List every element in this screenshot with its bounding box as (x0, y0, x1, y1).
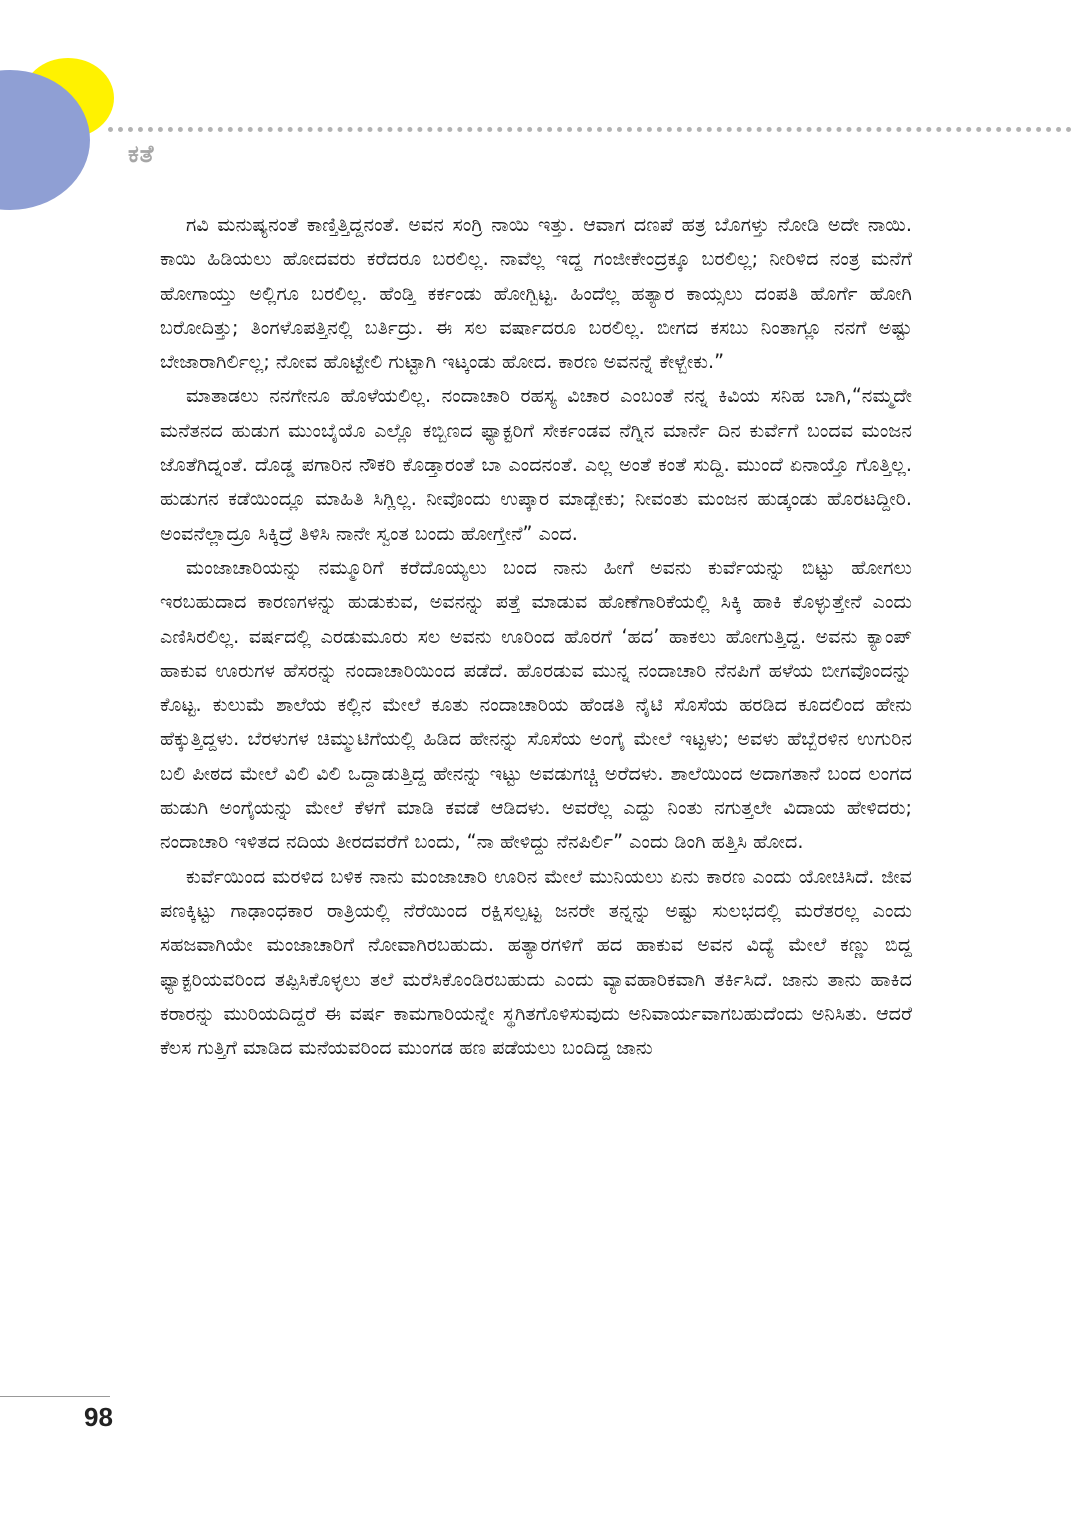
header-dotted-rule (108, 127, 1072, 132)
footer-rule (0, 1396, 110, 1397)
paragraph-2: ಮಾತಾಡಲು ನನಗೇನೂ ಹೊಳೆಯಲಿಲ್ಲ. ನಂದಾಚಾರಿ ರಹಸ್ಯ ವಿಚಾರ ಎಂಬಂತೆ ನನ್ನ ಕಿವಿಯ ಸನಿಹ ಬಾಗಿ,“ನಮ್ಮದೇ ಮನೆತನದ ಹುಡುಗ ಮುಂಬೈಯೊ ಎಲ್ಲೊ ಕಬ್ಬಿಣದ ಫ್ಯಾಕ್ಟರಿಗೆ ಸೇರ್ಕಂಡವ ನೆಗ್ನಿನ ಮಾರ್ನೆ ದಿನ ಕುರ್ವೆಗೆ ಬಂದವ ಮಂಜನ ಜೊತೆಗಿದ್ನಂತೆ. ದೊಡ್ಡ ಪಗಾರಿನ ನೌಕರಿ ಕೊಡ್ತಾರಂತೆ ಬಾ ಎಂದನಂತೆ. ಎಲ್ಲ ಅಂತೆ ಕಂತೆ ಸುದ್ದಿ. ಮುಂದೆ ಏನಾಯ್ತೊ ಗೊತ್ತಿಲ್ಲ. ಹುಡುಗನ ಕಡೆಯಿಂದ್ಲೂ ಮಾಹಿತಿ ಸಿಗ್ಲಿಲ್ಲ. ನೀವೊಂದು ಉಪ್ಕಾರ ಮಾಡ್ಬೇಕು; ನೀವಂತು ಮಂಜನ ಹುಡ್ಕಂಡು ಹೊರಟದ್ದೀರಿ. ಅಂವನೆಲ್ಲಾದ್ರೂ ಸಿಕ್ಕಿದ್ರೆ ತಿಳಿಸಿ ನಾನೇ ಸ್ವಂತ ಬಂದು ಹೋಗ್ತೇನೆ” ಎಂದ. (160, 384, 912, 545)
paragraph-3: ಮಂಜಾಚಾರಿಯನ್ನು ನಮ್ಮೂರಿಗೆ ಕರೆದೊಯ್ಯಲು ಬಂದ ನಾನು ಹೀಗೆ ಅವನು ಕುರ್ವೆಯನ್ನು ಬಿಟ್ಟು ಹೋಗಲು ಇರಬಹುದಾದ ಕಾರಣಗಳನ್ನು ಹುಡುಕುವ, ಅವನನ್ನು ಪತ್ತೆ ಮಾಡುವ ಹೊಣೆಗಾರಿಕೆಯಲ್ಲಿ ಸಿಕ್ಕಿ ಹಾಕಿ ಕೊಳ್ಳುತ್ತೇನೆ ಎಂದು ಎಣಿಸಿರಲಿಲ್ಲ. ವರ್ಷದಲ್ಲಿ ಎರಡುಮೂರು ಸಲ ಅವನು ಊರಿಂದ ಹೊರಗೆ ‘ಹದ’ ಹಾಕಲು ಹೋಗುತ್ತಿದ್ದ. ಅವನು ಕ್ಯಾಂಪ್ ಹಾಕುವ ಊರುಗಳ ಹೆಸರನ್ನು ನಂದಾಚಾರಿಯಿಂದ ಪಡೆದೆ. ಹೊರಡುವ ಮುನ್ನ ನಂದಾಚಾರಿ ನೆನಪಿಗೆ ಹಳೆಯ ಬೀಗವೊಂದನ್ನು ಕೊಟ್ಟ. ಕುಲುಮೆ ಶಾಲೆಯ ಕಲ್ಲಿನ ಮೇಲೆ ಕೂತು ನಂದಾಚಾರಿಯ ಹೆಂಡತಿ ನೈಟಿ ಸೊಸೆಯ ಹರಡಿದ ಕೂದಲಿಂದ ಹೇನು ಹೆಕ್ಕುತ್ತಿದ್ದಳು. ಬೆರಳುಗಳ ಚಿಮ್ಮುಟಿಗೆಯಲ್ಲಿ ಹಿಡಿದ ಹೇನನ್ನು ಸೊಸೆಯ ಅಂಗೈ ಮೇಲೆ ಇಟ್ಟಳು; ಅವಳು ಹೆಬ್ಬೆರಳಿನ ಉಗುರಿನ ಬಲಿ ಪೀಠದ ಮೇಲೆ ವಿಲಿ ವಿಲಿ ಒದ್ದಾಡುತ್ತಿದ್ದ ಹೇನನ್ನು ಇಟ್ಟು ಅವಡುಗಚ್ಚಿ ಅರೆದಳು. ಶಾಲೆಯಿಂದ ಅದಾಗತಾನೆ ಬಂದ ಲಂಗದ ಹುಡುಗಿ ಅಂಗೈಯನ್ನು ಮೇಲೆ ಕೆಳಗೆ ಮಾಡಿ ಕವಡೆ ಆಡಿದಳು. ಅವರೆಲ್ಲ ಎದ್ದು ನಿಂತು ನಗುತ್ತಲೇ ವಿದಾಯ ಹೇಳಿದರು; ನಂದಾಚಾರಿ ಇಳಿತದ ನದಿಯ ತೀರದವರೆಗೆ ಬಂದು, “ನಾ ಹೇಳಿದ್ದು ನೆನಪಿರ್ಲಿ” ಎಂದು ಡಿಂಗಿ ಹತ್ತಿಸಿ ಹೋದ. (160, 555, 912, 854)
paragraph-1: ಗವಿ ಮನುಷ್ಯನಂತೆ ಕಾಣ್ತಿತ್ತಿದ್ದನಂತೆ. ಅವನ ಸಂಗ್ರಿ ನಾಯಿ ಇತ್ತು. ಆವಾಗ ದಣಪೆ ಹತ್ರ ಬೊಗಳ್ತು ನೋಡಿ ಅದೇ ನಾಯಿ. ಕಾಯಿ ಹಿಡಿಯಲು ಹೋದವರು ಕರೆದರೂ ಬರಲಿಲ್ಲ. ನಾವೆಲ್ಲ ಇದ್ದ ಗಂಜೀಕೇಂದ್ರಕ್ಕೂ ಬರಲಿಲ್ಲ; ನೀರಿಳಿದ ನಂತ್ರ ಮನೆಗೆ ಹೋಗಾಯ್ತು ಅಲ್ಲಿಗೂ ಬರಲಿಲ್ಲ. ಹೆಂಡ್ತಿ ಕರ್ಕಂಡು ಹೋಗ್ಬಿಟ್ಟ. ಹಿಂದೆಲ್ಲ ಹತ್ಯಾರ ಕಾಯ್ಸಲು ದಂಪತಿ ಹೊರ್ಗೆ ಹೋಗಿ ಬರೋದಿತ್ತು; ತಿಂಗಳೊಪತ್ತಿನಲ್ಲಿ ಬರ್ತಿದ್ರು. ಈ ಸಲ ವರ್ಷಾದರೂ ಬರಲಿಲ್ಲ. ಬೀಗದ ಕಸಬು ನಿಂತಾಗ್ಲೂ ನನಗೆ ಅಷ್ಟು ಬೇಜಾರಾಗಿರ್ಲಿಲ್ಲ; ನೋವ ಹೊಟ್ಟೇಲಿ ಗುಟ್ಟಾಗಿ ಇಟ್ಕಂಡು ಹೋದ. ಕಾರಣ ಅವನನ್ನೆ ಕೇಳ್ಬೇಕು.” (160, 213, 912, 374)
section-label: ಕತೆ (128, 140, 155, 168)
paragraph-4: ಕುರ್ವೆಯಿಂದ ಮರಳಿದ ಬಳಿಕ ನಾನು ಮಂಜಾಚಾರಿ ಊರಿನ ಮೇಲೆ ಮುನಿಯಲು ಏನು ಕಾರಣ ಎಂದು ಯೋಚಿಸಿದೆ. ಜೀವ ಪಣಕ್ಕಿಟ್ಟು ಗಾಢಾಂಧಕಾರ ರಾತ್ರಿಯಲ್ಲಿ ನೆರೆಯಿಂದ ರಕ್ಷಿಸಲ್ಪಟ್ಟ ಜನರೇ ತನ್ನನ್ನು ಅಷ್ಟು ಸುಲಭದಲ್ಲಿ ಮರೆತರಲ್ಲ ಎಂದು ಸಹಜವಾಗಿಯೇ ಮಂಜಾಚಾರಿಗೆ ನೋವಾಗಿರಬಹುದು. ಹತ್ಯಾರಗಳಿಗೆ ಹದ ಹಾಕುವ ಅವನ ವಿದ್ಯೆ ಮೇಲೆ ಕಣ್ಣು ಬಿದ್ದ ಫ್ಯಾಕ್ಟರಿಯವರಿಂದ ತಪ್ಪಿಸಿಕೊಳ್ಳಲು ತಲೆ ಮರೆಸಿಕೊಂಡಿರಬಹುದು ಎಂದು ವ್ಯಾವಹಾರಿಕವಾಗಿ ತರ್ಕಿಸಿದೆ. ಜಾನು ತಾನು ಹಾಕಿದ ಕರಾರನ್ನು ಮುರಿಯದಿದ್ದರೆ ಈ ವರ್ಷ ಕಾಮಗಾರಿಯನ್ನೇ ಸ್ಥಗಿತಗೊಳಿಸುವುದು ಅನಿವಾರ್ಯವಾಗಬಹುದೆಂದು ಅನಿಸಿತು. ಆದರೆ ಕೆಲಸ ಗುತ್ತಿಗೆ ಮಾಡಿದ ಮನೆಯವರಿಂದ ಮುಂಗಡ ಹಣ ಪಡೆಯಲು ಬಂದಿದ್ದ ಜಾನು (160, 864, 912, 1060)
story-body (160, 208, 912, 1065)
page-number: 98 (84, 1402, 113, 1432)
